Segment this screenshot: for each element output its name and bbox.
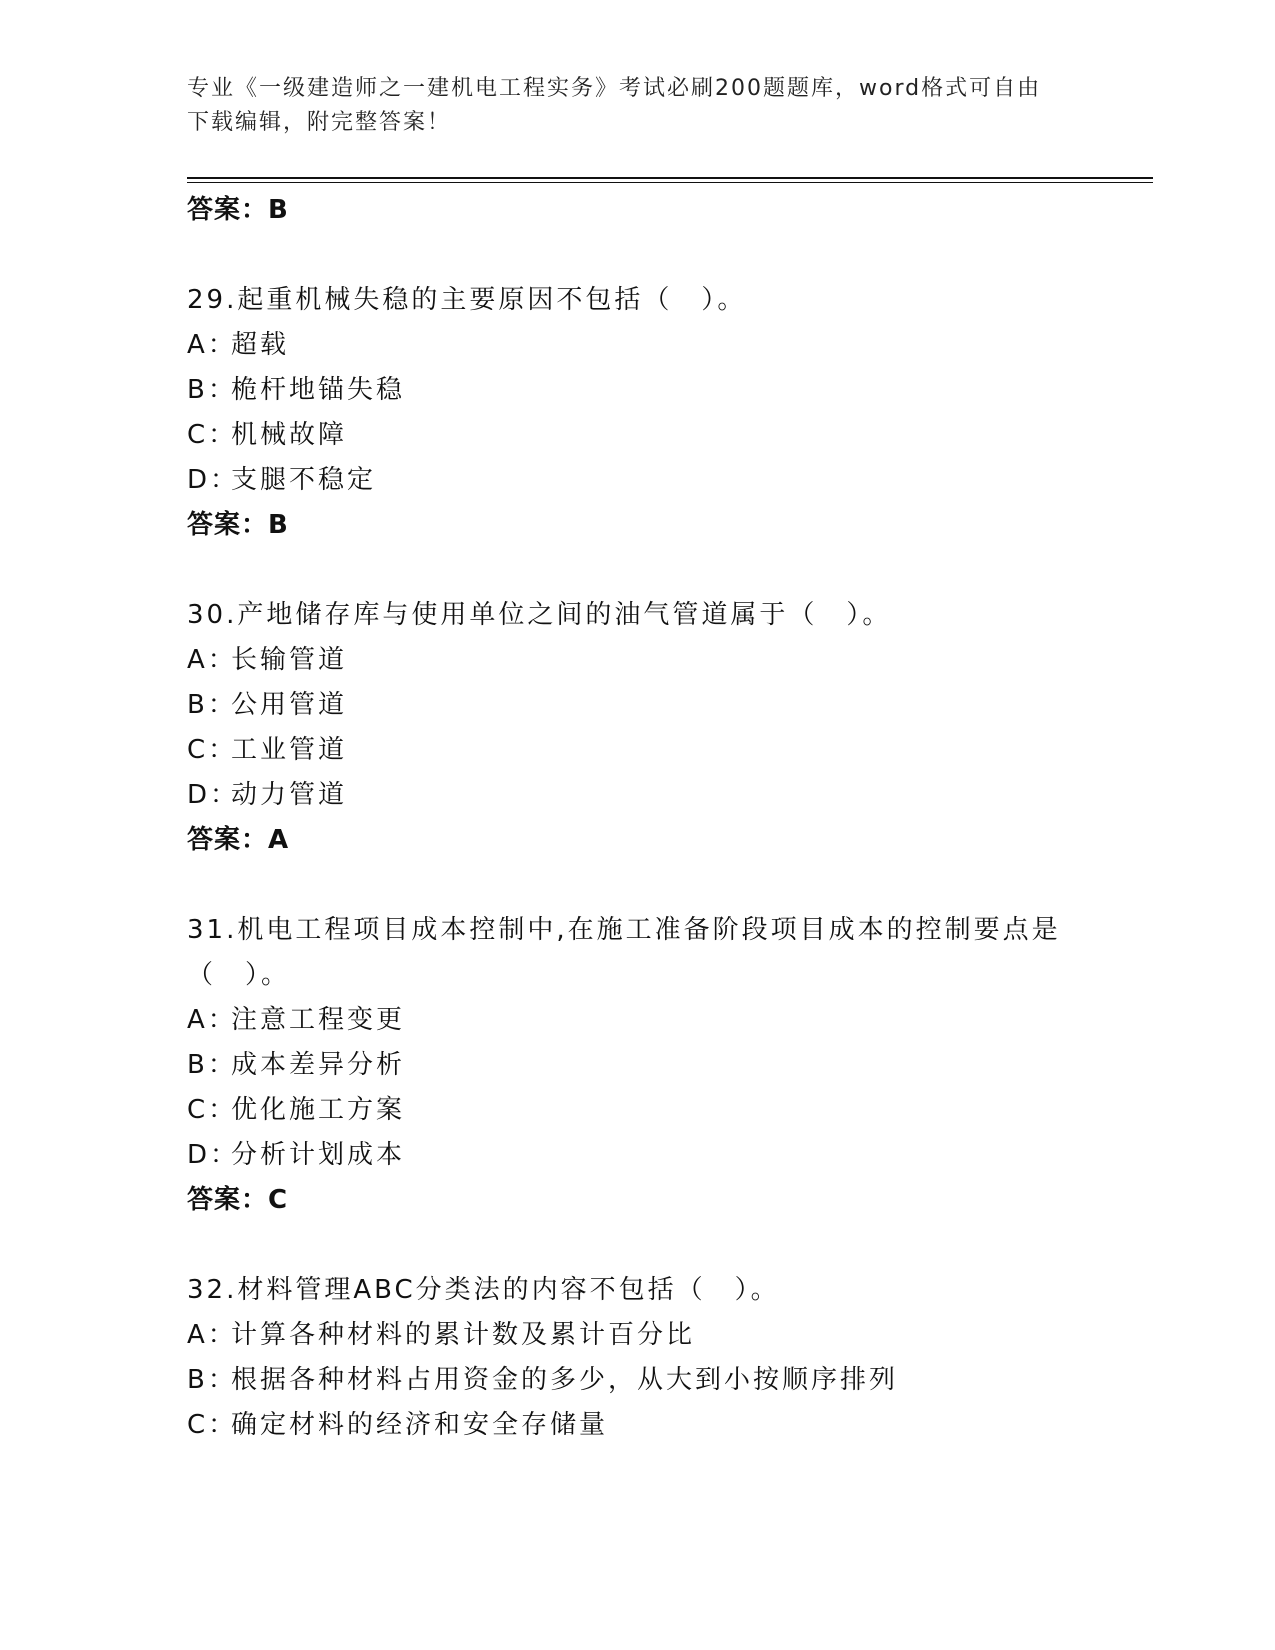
option-key: A： — [187, 645, 237, 675]
option-key: D： — [187, 1140, 240, 1170]
question-stem: 29.起重机械失稳的主要原因不包括（ ）。 — [187, 285, 747, 315]
option-text: 根据各种材料占用资金的多少，从大到小按顺序排列 — [231, 1365, 899, 1395]
option-text: 计算各种材料的累计数及累计百分比 — [231, 1320, 696, 1350]
option-a — [187, 638, 1087, 683]
document-header — [187, 72, 1087, 140]
question-stem: 31.机电工程项目成本控制中,在施工准备阶段项目成本的控制要点是（ ）。 — [187, 915, 1061, 990]
question-30 — [187, 593, 1087, 864]
option-key: B： — [187, 375, 237, 405]
question-stem: 30.产地储存库与使用单位之间的油气管道属于（ ）。 — [187, 600, 892, 630]
option-c — [187, 1403, 1087, 1448]
option-c — [187, 728, 1087, 773]
option-text: 桅杆地锚失稳 — [231, 375, 406, 405]
option-text: 成本差异分析 — [231, 1050, 406, 1080]
question-29 — [187, 278, 1087, 549]
option-key: C： — [187, 1095, 238, 1125]
option-b — [187, 368, 1087, 413]
header-line-2: 下载编辑，附完整答案！ — [187, 110, 452, 135]
option-key: B： — [187, 1365, 237, 1395]
option-text: 机械故障 — [231, 420, 348, 450]
option-d — [187, 458, 1087, 503]
option-text: 动力管道 — [231, 780, 348, 810]
option-key: D： — [187, 465, 240, 495]
option-text: 长输管道 — [231, 645, 348, 675]
header-divider-thick — [187, 177, 1153, 179]
question-list — [187, 188, 1087, 1492]
option-d — [187, 1133, 1087, 1178]
answer-line: 答案：B — [187, 195, 289, 225]
option-c — [187, 1088, 1087, 1133]
option-text: 支腿不稳定 — [231, 465, 377, 495]
option-key: D： — [187, 780, 240, 810]
question-31 — [187, 908, 1087, 1224]
option-b — [187, 683, 1087, 728]
question-stem: 32.材料管理ABC分类法的内容不包括（ ）。 — [187, 1275, 780, 1305]
option-key: A： — [187, 1005, 237, 1035]
option-a — [187, 1313, 1087, 1358]
header-line-1: 专业《一级建造师之一建机电工程实务》考试必刷200题题库，word格式可自由 — [187, 76, 1042, 101]
option-key: C： — [187, 1410, 238, 1440]
option-text: 优化施工方案 — [231, 1095, 406, 1125]
answer-line: 答案：C — [187, 1185, 289, 1215]
option-text: 注意工程变更 — [231, 1005, 406, 1035]
option-key: B： — [187, 690, 237, 720]
option-b — [187, 1358, 1087, 1403]
option-text: 工业管道 — [231, 735, 348, 765]
option-key: A： — [187, 1320, 237, 1350]
option-text: 公用管道 — [231, 690, 348, 720]
option-key: C： — [187, 420, 238, 450]
option-key: C： — [187, 735, 238, 765]
answer-line: 答案：B — [187, 510, 289, 540]
option-text: 分析计划成本 — [231, 1140, 406, 1170]
answer-line: 答案：A — [187, 825, 290, 855]
header-divider-thin — [187, 182, 1153, 183]
option-a — [187, 998, 1087, 1043]
option-key: A： — [187, 330, 237, 360]
option-text: 超载 — [231, 330, 290, 360]
option-text: 确定材料的经济和安全存储量 — [231, 1410, 609, 1440]
option-a — [187, 323, 1087, 368]
option-d — [187, 773, 1087, 818]
option-c — [187, 413, 1087, 458]
option-key: B： — [187, 1050, 237, 1080]
option-b — [187, 1043, 1087, 1088]
question-32 — [187, 1268, 1087, 1448]
